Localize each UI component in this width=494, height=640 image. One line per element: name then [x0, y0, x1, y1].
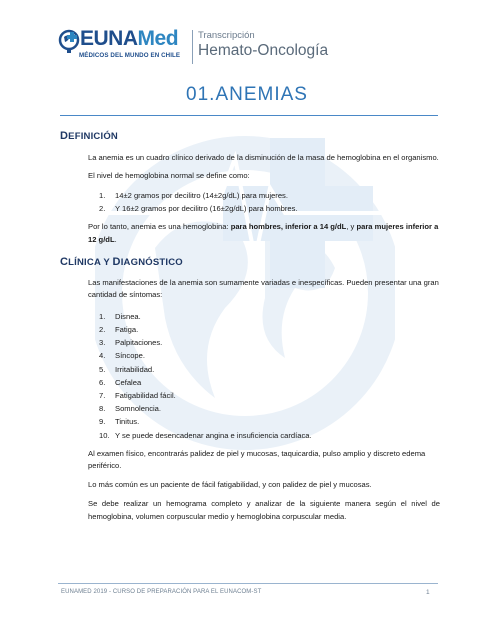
title-divider: [60, 115, 438, 116]
logo-subtitle: MÉDICOS DEL MUNDO EN CHILE: [79, 52, 181, 59]
list-item: 10. Y se puede desencadenar angina e insuficiencia cardíaca.: [99, 430, 312, 440]
footer-text: EUNAMED 2019 - CURSO DE PREPARACIÓN PARA EL EUNACOM-ST: [61, 589, 262, 595]
header-label: Transcripción: [198, 30, 255, 41]
logo-wordmark: EUNAMed: [80, 27, 179, 50]
symptoms-list: [101, 310, 440, 442]
list-item: 1. Disnea.: [99, 311, 141, 321]
page-number: 1: [426, 589, 430, 596]
list-item: 3. Palpitaciones.: [99, 338, 163, 348]
list-item: 9. Tinitus.: [99, 417, 140, 427]
paragraph: Lo más común es un paciente de fácil fatigabilidad, y con palidez de piel y mucosas.: [88, 479, 372, 489]
page-header: [58, 26, 438, 70]
paragraph: La anemia es un cuadro clínico derivado de la disminución de la masa de hemoglobina en el organismo.: [88, 153, 439, 162]
paragraph-definition-threshold: Por lo tanto, anemia es una hemoglobina: para hombres, inferior a 14 g/dL, y para mujeres inferior a 12 g/dL.: [88, 222, 439, 244]
footer-divider: [58, 583, 438, 584]
hemoglobin-list: [101, 189, 440, 215]
list-item: 4. Síncope.: [99, 351, 145, 361]
document-body: [60, 128, 440, 523]
paragraph: Se debe realizar un hemograma completo y analizar de la siguiente manera según el nivel de hemoglobina, volumen corpuscular medio y hemoglobina corpuscular media.: [88, 499, 440, 521]
list-item: 6. Cefalea: [99, 377, 142, 387]
eunamed-logo: [58, 26, 188, 70]
list-item: 7. Fatigabilidad fácil.: [99, 391, 176, 401]
list-item: 2. Fatiga.: [99, 325, 139, 335]
paragraph: Al examen físico, encontrarás palidez de piel y mucosas, taquicardia, pulso amplio y discreto edema periférico.: [88, 448, 426, 471]
header-subject: Hemato-Oncología: [198, 42, 329, 59]
list-item: 5. Irritabilidad.: [99, 364, 155, 374]
list-item: 2. Y 16±2 gramos por decilitro (16±2g/dL) para hombres.: [99, 204, 298, 214]
paragraph: El nivel de hemoglobina normal se define como:: [88, 171, 250, 181]
page-title: 01.ANEMIAS: [186, 84, 308, 105]
section-heading-definicion: DEFINICIÓN: [60, 130, 118, 142]
list-item: 1. 14±2 gramos por decilitro (14±2g/dL) para mujeres.: [99, 190, 288, 200]
section-heading-clinica: CLÍNICA Y DIAGNÓSTICO: [60, 256, 183, 269]
header-divider: [192, 30, 193, 64]
paragraph: Las manifestaciones de la anemia son sumamente variadas e inespecíficas. Pueden presentar una gran cantidad de síntomas:: [88, 278, 439, 300]
list-item: 8. Somnolencia.: [99, 404, 162, 414]
globe-icon: [58, 28, 80, 54]
